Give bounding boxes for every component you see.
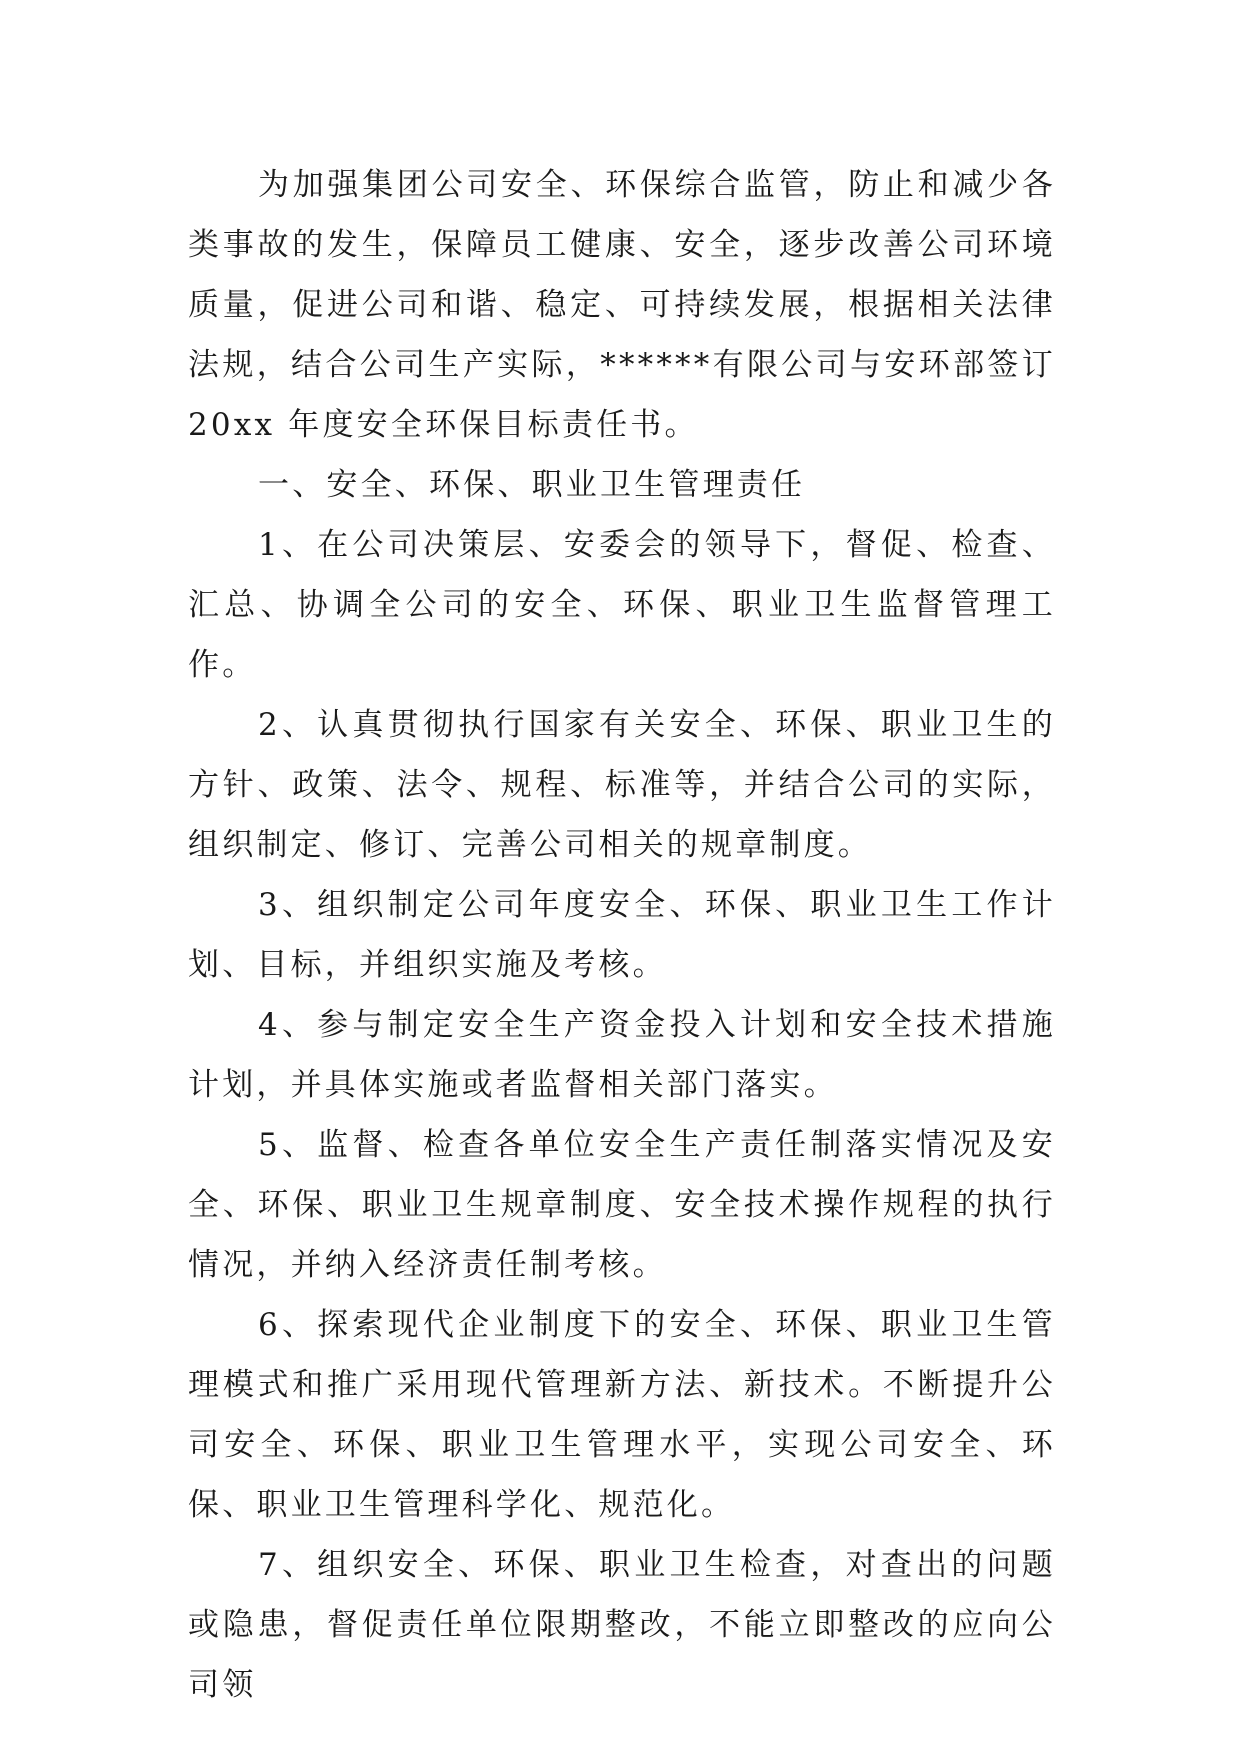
- list-item-4: 4、参与制定安全生产资金投入计划和安全技术措施计划，并具体实施或者监督相关部门落实。: [188, 1007, 1056, 1103]
- section-heading: 一、安全、环保、职业卫生管理责任: [258, 467, 806, 503]
- list-item-3: 3、组织制定公司年度安全、环保、职业卫生工作计划、目标，并组织实施及考核。: [188, 887, 1056, 983]
- list-item-5: 5、监督、检查各单位安全生产责任制落实情况及安全、环保、职业卫生规章制度、安全技术操作规程的执行情况，并纳入经济责任制考核。: [188, 1127, 1056, 1283]
- list-item-1: 1、在公司决策层、安委会的领导下，督促、检查、汇总、协调全公司的安全、环保、职业卫生监督管理工作。: [188, 527, 1056, 683]
- list-item-2: 2、认真贯彻执行国家有关安全、环保、职业卫生的方针、政策、法令、规程、标准等，并结合公司的实际，组织制定、修订、完善公司相关的规章制度。: [188, 707, 1056, 863]
- document-body: [188, 155, 1070, 1715]
- paragraph-intro: 为加强集团公司安全、环保综合监管，防止和减少各类事故的发生，保障员工健康、安全，逐步改善公司环境质量，促进公司和谐、稳定、可持续发展，根据相关法律法规，结合公司生产实际，******有限公司与安环部签订 20xx 年度安全环保目标责任书。: [188, 167, 1070, 443]
- list-item-7: 7、组织安全、环保、职业卫生检查，对查出的问题或隐患，督促责任单位限期整改，不能立即整改的应向公司领: [188, 1547, 1056, 1703]
- list-item-6: 6、探索现代企业制度下的安全、环保、职业卫生管理模式和推广采用现代管理新方法、新技术。不断提升公司安全、环保、职业卫生管理水平，实现公司安全、环保、职业卫生管理科学化、规范化。: [188, 1307, 1056, 1523]
